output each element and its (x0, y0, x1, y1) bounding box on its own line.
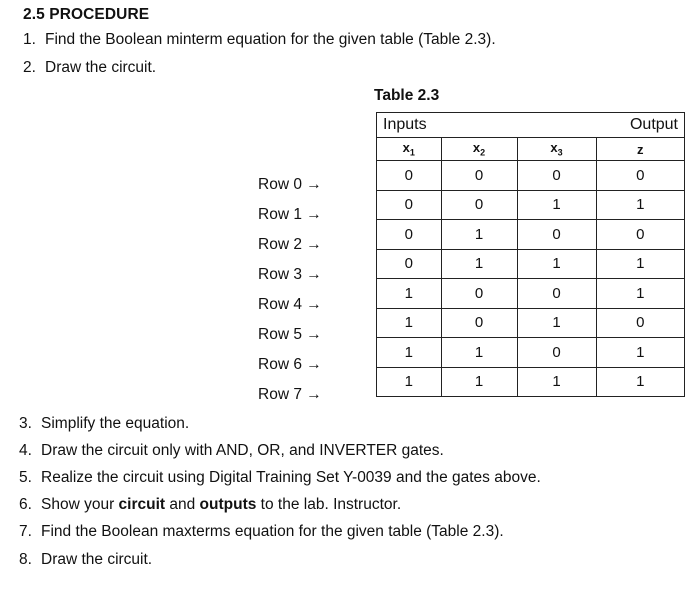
cell-z: 1 (596, 249, 685, 279)
step-text-bold-outputs: outputs (199, 496, 257, 513)
truth-table (376, 112, 685, 397)
table-row (377, 249, 685, 279)
cell-x1: 1 (377, 367, 442, 397)
cell-x2: 0 (441, 161, 517, 191)
cell-x3: 1 (517, 367, 596, 397)
step-number: 1. (23, 31, 36, 48)
step-text: Draw the circuit only with AND, OR, and INVERTER gates. (41, 442, 444, 459)
row-label: Row 0 → (258, 176, 322, 193)
cell-x3: 1 (517, 249, 596, 279)
table-row (377, 308, 685, 338)
step-7 (19, 523, 504, 541)
row-label: Row 7 → (258, 386, 322, 403)
step-text-mid: and (165, 496, 200, 513)
cell-z: 1 (596, 367, 685, 397)
cell-x3: 0 (517, 338, 596, 368)
cell-x2: 1 (441, 367, 517, 397)
step-6 (19, 496, 401, 514)
cell-z: 1 (596, 190, 685, 220)
row-labels (258, 170, 322, 410)
table-row (377, 161, 685, 191)
cell-x1: 0 (377, 161, 442, 191)
step-number: 6. (19, 496, 32, 513)
cell-x1: 0 (377, 220, 442, 250)
step-3 (19, 415, 189, 433)
cell-x3: 0 (517, 161, 596, 191)
table-row (377, 279, 685, 309)
step-1 (23, 31, 496, 49)
group-header-row (377, 113, 685, 138)
section-heading: 2.5 PROCEDURE (23, 6, 150, 23)
cell-z: 1 (596, 338, 685, 368)
cell-z: 0 (596, 220, 685, 250)
step-number: 8. (19, 551, 32, 568)
inputs-group-header: Inputs (377, 113, 442, 138)
cell-x3: 1 (517, 190, 596, 220)
output-group-header: Output (596, 113, 685, 138)
cell-x2: 0 (441, 308, 517, 338)
step-number: 3. (19, 415, 32, 432)
step-4 (19, 442, 444, 460)
step-2 (23, 59, 156, 77)
step-text: Draw the circuit. (41, 551, 153, 568)
cell-x1: 1 (377, 279, 442, 309)
var-x2-header: $x_2$ (441, 138, 517, 161)
cell-x3: 0 (517, 279, 596, 309)
row-label: Row 4 → (258, 296, 322, 313)
table-row (377, 220, 685, 250)
table-title: Table 2.3 (374, 87, 440, 104)
row-label: Row 3 → (258, 266, 322, 283)
cell-x2: 0 (441, 279, 517, 309)
step-number: 7. (19, 523, 32, 540)
cell-x2: 0 (441, 190, 517, 220)
row-label: Row 6 → (258, 356, 322, 373)
row-label: Row 5 → (258, 326, 322, 343)
step-8 (19, 551, 152, 569)
row-label: Row 2 → (258, 236, 322, 253)
step-text: Simplify the equation. (41, 415, 190, 432)
cell-z: 0 (596, 161, 685, 191)
step-text-bold-circuit: circuit (118, 496, 166, 513)
step-5 (19, 469, 541, 487)
cell-x3: 1 (517, 308, 596, 338)
cell-x1: 1 (377, 308, 442, 338)
step-text-pre: Show your (41, 496, 119, 513)
step-number: 5. (19, 469, 32, 486)
step-text: Realize the circuit using Digital Training Set Y-0039 and the gates above. (41, 469, 541, 486)
cell-x2: 1 (441, 220, 517, 250)
table-row (377, 338, 685, 368)
cell-x2: 1 (441, 338, 517, 368)
cell-z: 1 (596, 279, 685, 309)
cell-x1: 0 (377, 190, 442, 220)
var-z-header: z (596, 138, 685, 161)
table-row (377, 190, 685, 220)
row-label: Row 1 → (258, 206, 322, 223)
step-text: Find the Boolean maxterms equation for the given table (Table 2.3). (41, 523, 504, 540)
step-text: Draw the circuit. (45, 59, 157, 76)
step-number: 2. (23, 59, 36, 76)
cell-x1: 1 (377, 338, 442, 368)
cell-x1: 0 (377, 249, 442, 279)
step-text: Find the Boolean minterm equation for the given table (Table 2.3). (45, 31, 496, 48)
cell-x2: 1 (441, 249, 517, 279)
variable-header-row (377, 138, 685, 161)
step-text-post: to the lab. Instructor. (256, 496, 402, 513)
cell-z: 0 (596, 308, 685, 338)
table-row (377, 367, 685, 397)
var-x3-header: $x_3$ (517, 138, 596, 161)
cell-x3: 0 (517, 220, 596, 250)
step-number: 4. (19, 442, 32, 459)
var-x1-header: $x_1$ (377, 138, 442, 161)
